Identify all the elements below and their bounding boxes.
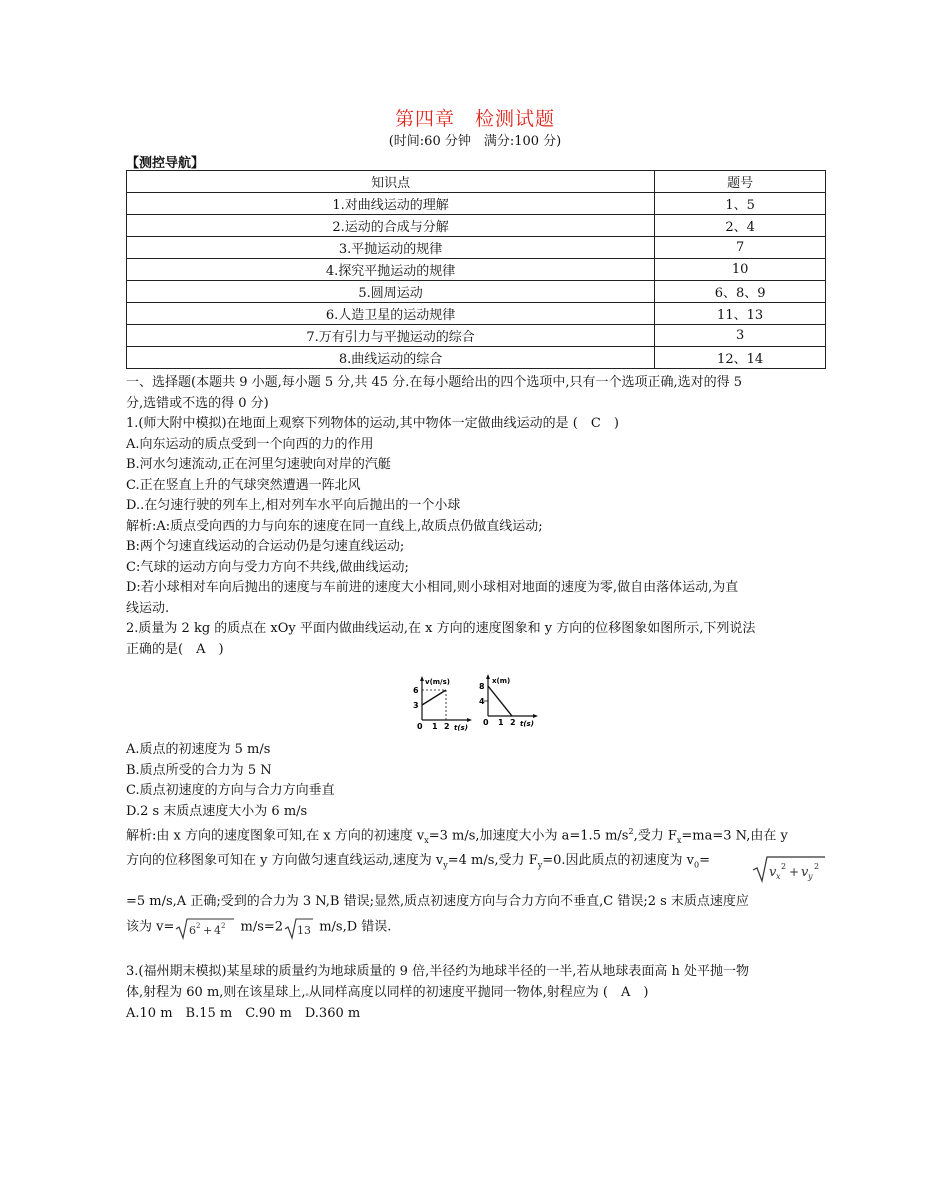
option-d: D..在匀速行驶的列车上,相对列车水平向后抛出的一个小球 [126,498,461,513]
x-axis-arrow [467,718,472,722]
x-tick-label: 0 [417,722,423,731]
y-axis-arrow [486,674,490,679]
table-header: 题号 [655,171,826,193]
analysis-line [126,913,826,941]
table-cell: 5.圆周运动 [127,281,655,303]
table-cell: 6.人造卫星的运动规律 [127,303,655,325]
option-a: A.向东运动的质点受到一个向西的力的作用 [126,436,374,452]
knowledge-table [126,170,826,369]
page-title: 第四章 检测试题 [394,108,555,130]
question-block-2 [126,740,826,877]
stem-text: 体,射程为 60 m,则在该星球上, [126,984,306,1000]
section-heading-line: 一、选择题(本题共 9 小题,每小题 5 分,共 45 分.在每小题给出的四个选项中,只有一个选项正确,选对的得 5 [126,375,743,390]
formula-sqrt-vx-vy [751,854,827,884]
table-row [127,347,826,369]
svg-text:6: 6 [189,923,197,937]
question-block-2-cont [126,892,826,941]
question-stem [126,983,826,1005]
table-cell: 1、5 [655,193,826,215]
analysis-line: B:两个匀速直线运动的合运动仍是匀速直线运动; [126,539,405,554]
table-row [127,259,826,281]
option-c: C.质点初速度的方向与合力方向垂直 [126,783,335,798]
x-axis-label: t(s) [520,720,534,728]
table-row [127,193,826,215]
displacement-line [488,686,512,716]
analysis-text: 该为 v= [126,919,175,934]
subscript: x [676,835,682,845]
section-label: 【测控导航】 [126,156,205,171]
subscript: y [443,861,448,871]
table-header-row [127,171,826,193]
x-tick-label: 0 [483,718,489,727]
table-header: 知识点 [127,171,655,193]
y-tick-label: 6 [413,686,419,695]
analysis-text: 方向的位移图象可知在 y 方向做匀速直线运动,速度为 v [126,853,444,869]
svg-text:13: 13 [297,923,312,937]
x-axis-label: t(s) [454,724,468,732]
y-tick-label: 3 [413,701,419,710]
y-axis-label: x(m) [492,677,511,685]
question-block-1 [126,373,826,660]
table-cell: 7.万有引力与平抛运动的综合 [127,325,655,347]
analysis-text: = [699,853,711,869]
y-axis-arrow [420,676,424,681]
svg-text:v: v [801,865,809,880]
stray-mark: ₒ [305,988,309,998]
x-tick-label: 1 [432,722,438,731]
y-axis-label: v(m/s) [425,678,450,686]
analysis-line: 解析:A:质点受向西的力与向东的速度在同一直线上,故质点仍做直线运动; [126,518,543,534]
page-subtitle: (时间:60 分钟 满分:100 分) [388,134,562,149]
x-axis-arrow [533,714,538,718]
table-cell: 11、13 [655,303,826,325]
formula-sqrt-6-4 [174,915,236,941]
table-cell: 2、4 [655,215,826,237]
table-row [127,281,826,303]
analysis-text: =0.因此质点的初速度为 v [542,853,695,869]
superscript: 2 [628,827,634,836]
svg-text:2: 2 [781,862,787,871]
analysis-line: D:若小球相对车向后抛出的速度与车前进的速度大小相同,则小球相对地面的速度为零,做自由落体运动,为直 [126,580,739,595]
question-stem: 3.(福州期末模拟)某星球的质量约为地球质量的 9 倍,半径约为地球半径的一半,若从地球表面高 h 处平抛一物 [126,964,749,979]
table-row [127,303,826,325]
analysis-text: m/s=2 [236,919,284,934]
table-cell: 10 [655,259,826,281]
subscript: 0 [694,861,700,871]
analysis-text: ,受力 F [633,828,677,844]
section-heading-line: 分,选错或不选的得 0 分) [126,395,269,411]
table-cell: 2.运动的合成与分解 [127,215,655,237]
svg-text:4: 4 [214,923,222,937]
x-tick-label: 1 [498,718,504,727]
formula-sqrt-13 [283,915,315,941]
displacement-time-graph [474,672,544,732]
table-cell: 4.探究平抛运动的规律 [127,259,655,281]
svg-text:2: 2 [221,921,226,930]
table-cell: 7 [655,237,826,259]
question-stem: 1.(师大附中模拟)在地面上观察下列物体的运动,其中物体一定做曲线运动的是 ( C ) [126,416,619,431]
question-block-3 [126,962,826,1025]
table-cell: 6、8、9 [655,281,826,303]
table-row [127,325,826,347]
table-cell: 3 [655,325,826,347]
x-tick-label: 2 [510,718,516,727]
svg-text:x: x [776,872,781,881]
subscript: x [424,835,429,845]
stem-text: 从同样高度以同样的初速度平抛同一物体,射程应为 ( A ) [308,984,649,1000]
analysis-line [126,851,826,876]
question-stem: 正确的是( A ) [126,641,224,657]
velocity-time-graph [408,672,478,732]
velocity-line [422,690,446,705]
y-tick-label: 8 [479,682,485,691]
svg-text:2: 2 [814,862,820,871]
option-d: D.2 s 末质点速度大小为 6 m/s [126,803,308,819]
analysis-line: 线运动. [126,600,170,616]
y-tick-label: 4 [479,697,485,706]
table-cell: 12、14 [655,347,826,369]
analysis-line: =5 m/s,A 正确;受到的合力为 3 N,B 错误;显然,质点初速度方向与合力方向不垂直,C 错误;2 s 末质点速度应 [126,894,749,909]
analysis-text: m/s,D 错误. [315,919,392,934]
analysis-text: =ma=3 N,由在 y [681,828,788,844]
table-row [127,215,826,237]
table-cell: 1.对曲线运动的理解 [127,193,655,215]
option-b: B.河水匀速流动,正在河里匀速驶向对岸的汽艇 [126,457,391,472]
option-c: C.正在竖直上升的气球突然遭遇一阵北风 [126,477,361,493]
table-row [127,237,826,259]
analysis-text: =4 m/s,受力 F [447,853,538,869]
table-cell: 8.曲线运动的综合 [127,347,655,369]
svg-text:v: v [769,865,777,880]
svg-text:y: y [808,872,813,881]
question-stem: 2.质量为 2 kg 的质点在 xOy 平面内做曲线运动,在 x 方向的速度图象和 y 方向的位移图象如图所示,下列说法 [126,621,756,636]
svg-text:2: 2 [196,921,201,930]
analysis-line [126,822,826,851]
subscript: y [537,861,543,871]
analysis-line: C:气球的运动方向与受力方向不共线,做曲线运动; [126,559,409,575]
option-b: B.质点所受的合力为 5 N [126,762,272,778]
svg-text:+: + [203,923,213,937]
analysis-text: =3 m/s,加速度大小为 a=1.5 m/s [428,828,629,844]
options-line: A.10 m B.15 m C.90 m D.360 m [126,1006,361,1021]
option-a: A.质点的初速度为 5 m/s [126,742,271,757]
table-cell: 3.平抛运动的规律 [127,237,655,259]
x-tick-label: 2 [444,722,450,731]
svg-text:+: + [789,865,800,879]
analysis-text: 解析:由 x 方向的速度图象可知,在 x 方向的初速度 v [126,828,425,844]
